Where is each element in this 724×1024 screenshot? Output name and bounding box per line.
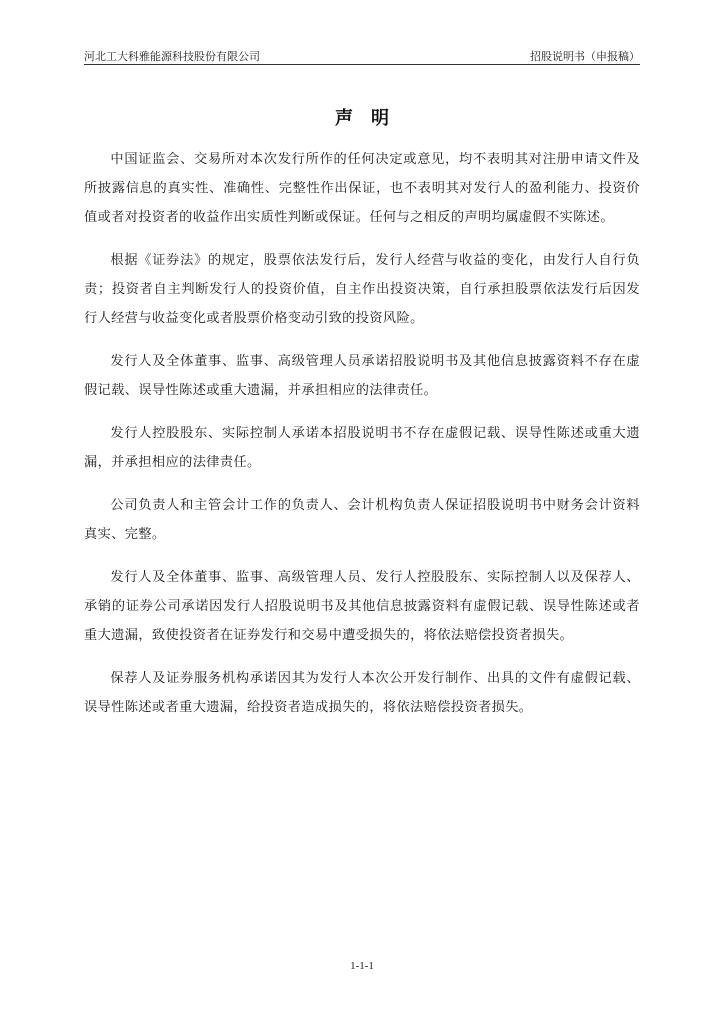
paragraph: 发行人及全体董事、监事、高级管理人员、发行人控股股东、实际控制人以及保荐人、承销的证券公司承诺因发行人招股说明书及其他信息披露资料有虚假记载、误导性陈述或者重大遗漏，致使投资者在证券发行和交易中遭受损失的，将依法赔偿投资者损失。 <box>84 570 640 643</box>
paragraph: 发行人及全体董事、监事、高级管理人员承诺招股说明书及其他信息披露资料不存在虚假记载、误导性陈述或重大遗漏，并承担相应的法律责任。 <box>84 354 640 398</box>
paragraph: 公司负责人和主管会计工作的负责人、会计机构负责人保证招股说明书中财务会计资料真实、完整。 <box>84 498 640 542</box>
page-title: 声明 <box>335 108 407 129</box>
paragraph: 保荐人及证券服务机构承诺因其为发行人本次公开发行制作、出具的文件有虚假记载、误导性陈述或者重大遗漏，给投资者造成损失的，将依法赔偿投资者损失。 <box>84 671 640 715</box>
page-header <box>84 46 640 65</box>
header-document-type: 招股说明书（申报稿） <box>530 50 640 63</box>
header-company-name: 河北工大科雅能源科技股份有限公司 <box>84 50 260 63</box>
paragraph: 发行人控股股东、实际控制人承诺本招股说明书不存在虚假记载、误导性陈述或重大遗漏，并承担相应的法律责任。 <box>84 426 640 470</box>
paragraph: 根据《证券法》的规定，股票依法发行后，发行人经营与收益的变化，由发行人自行负责；投资者自主判断发行人的投资价值，自主作出投资决策，自行承担股票依法发行后因发行人经营与收益变化或者股票价格变动引致的投资风险。 <box>84 253 640 326</box>
page-number: 1-1-1 <box>350 960 374 972</box>
paragraph: 中国证监会、交易所对本次发行所作的任何决定或意见，均不表明其对注册申请文件及所披露信息的真实性、准确性、完整性作出保证，也不表明其对发行人的盈利能力、投资价值或者对投资者的收益作出实质性判断或保证。任何与之相反的声明均属虚假不实陈述。 <box>84 152 640 225</box>
statement-body <box>84 145 640 736</box>
